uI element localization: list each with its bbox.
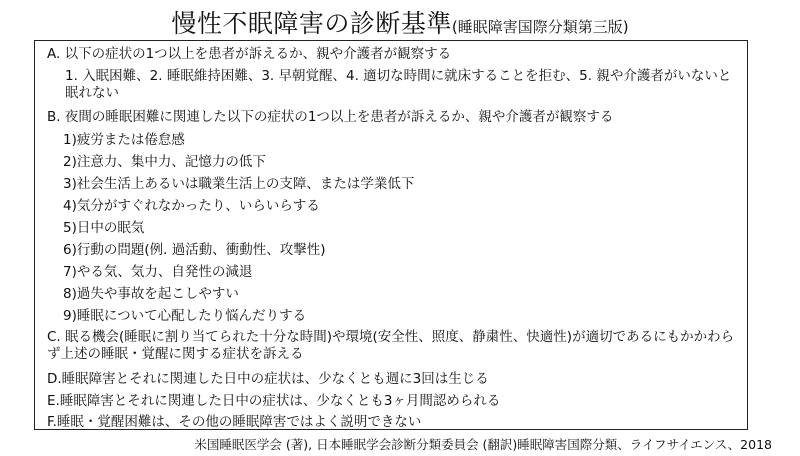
criterion-c: C. 眠る機会(睡眠に割り当てられた十分な時間)や環境(安全性、照度、静粛性、快適性)が適切であるにもかかわらず上述の睡眠・覚醒に関する症状を訴える — [47, 329, 735, 362]
criterion-d: D.睡眠障害とそれに関連した日中の症状は、少なくとも週に3回は生じる — [47, 371, 489, 387]
criterion-b-item: 1)疲労または倦怠感 — [63, 132, 185, 148]
criterion-b-item: 3)社会生活上あるいは職業生活上の支障、または学業低下 — [63, 176, 415, 192]
criterion-b-item: 6)行動の問題(例. 過活動、衝動性、攻撃性) — [63, 242, 326, 258]
criterion-a-label: A. 以下の症状の1つ以上を患者が訴えるか、親や介護者が観察する — [47, 46, 452, 62]
criteria-box — [34, 40, 748, 430]
title-subtitle: (睡眠障害国際分類第三版) — [451, 18, 629, 36]
criterion-e: E.睡眠障害とそれに関連した日中の症状は、少なくとも3ヶ月間認められる — [47, 393, 501, 409]
title-main: 慢性不眠障害の診断基準 — [171, 9, 452, 38]
criterion-b-item: 5)日中の眠気 — [63, 220, 145, 236]
criterion-b-label: B. 夜間の睡眠困難に関連した以下の症状の1つ以上を患者が訴えるか、親や介護者が観察する — [47, 109, 614, 125]
page-title — [0, 4, 800, 40]
criterion-b-item: 9)睡眠について心配したり悩んだりする — [63, 308, 307, 324]
criterion-f: F.睡眠・覚醒困難は、その他の睡眠障害ではよく説明できない — [47, 414, 422, 430]
criterion-a-items: 1. 入眠困難、2. 睡眠維持困難、3. 早朝覚醒、4. 適切な時間に就床することを拒む、5. 親や介護者がいないと眠れない — [65, 68, 732, 101]
criterion-b-item: 8)過失や事故を起こしやすい — [63, 286, 239, 302]
citation: 米国睡眠医学会 (著), 日本睡眠学会診断分類委員会 (翻訳)睡眠障害国際分類、ライフサイエンス、2018 — [194, 437, 772, 452]
criterion-b-item: 4)気分がすぐれなかったり、いらいらする — [63, 198, 320, 214]
criterion-b-item: 7)やる気、気力、自発性の減退 — [63, 264, 253, 280]
criterion-b-item: 2)注意力、集中力、記憶力の低下 — [63, 154, 266, 170]
